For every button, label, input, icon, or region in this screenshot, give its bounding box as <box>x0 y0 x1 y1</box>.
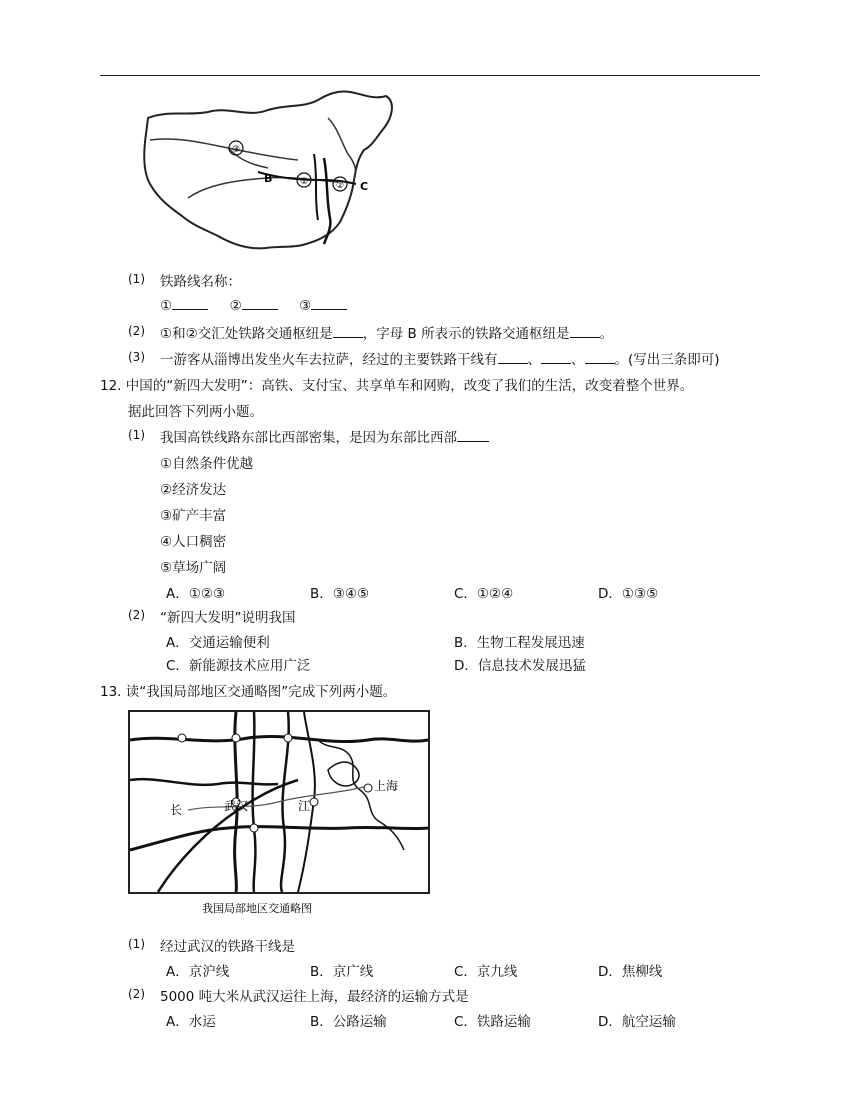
map2-label-wuhan: 武汉 <box>224 799 249 813</box>
q11-p1-text: 铁路线名称： <box>160 274 241 290</box>
q12-p1-blank[interactable] <box>457 428 489 442</box>
q12-p1-option-a[interactable]: A．①②③ <box>166 586 226 602</box>
q11-p3-t2: 。(写出三条即可) <box>614 352 720 368</box>
q12-p1-line <box>160 426 489 446</box>
q12-p1-num: (1) <box>128 428 145 442</box>
q11-p1-blanks <box>160 296 347 314</box>
q13-p2-num: (2) <box>128 987 145 1001</box>
q11-blank-c[interactable] <box>311 296 347 310</box>
q11-p3-t1: 一游客从淄博出发坐火车去拉萨，经过的主要铁路干线有 <box>160 352 498 368</box>
q12-item-5: ⑤草场广阔 <box>160 560 227 576</box>
q13-p2-option-b[interactable]: B．公路运输 <box>310 1014 387 1030</box>
q11-blank-a-label: ① <box>160 298 173 314</box>
q12-p2-num: (2) <box>128 608 145 622</box>
q11-p3-blank3[interactable] <box>585 350 615 364</box>
q13-p1-option-d[interactable]: D．焦柳线 <box>598 964 663 980</box>
q12-p1-option-c[interactable]: C．①②④ <box>454 586 514 602</box>
q11-p3-sep1: 、 <box>527 352 541 368</box>
map2-label-chang: 长 <box>170 803 183 817</box>
map1-label-c: C <box>360 180 369 193</box>
q12-line1: 12. 中国的“新四大发明”：高铁、支付宝、共享单车和网购，改变了我们的生活，改变着整个世界。 <box>100 378 694 394</box>
q12-p2-text: “新四大发明”说明我国 <box>160 610 296 626</box>
map2-label-shanghai: 上海 <box>374 779 399 793</box>
q12-p2-option-a[interactable]: A．交通运输便利 <box>166 635 270 651</box>
q11-p2-t3: 。 <box>599 326 614 342</box>
q11-p3-sep2: 、 <box>571 352 585 368</box>
map1-label-b: B <box>264 172 273 185</box>
q13-p2-option-c[interactable]: C．铁路运输 <box>454 1014 531 1030</box>
q11-p2-t2: ，字母 B 所表示的铁路交通枢纽是 <box>362 326 570 342</box>
q11-p3-blank1[interactable] <box>498 350 528 364</box>
q11-blank-a[interactable] <box>172 296 208 310</box>
q12-p1-option-d[interactable]: D．①③⑤ <box>598 586 659 602</box>
q11-blank-b[interactable] <box>242 296 278 310</box>
map1-label-2: ② <box>336 181 345 191</box>
q13-p1-num: (1) <box>128 937 145 951</box>
q11-p3-blank2[interactable] <box>541 350 571 364</box>
q12-item-3: ③矿产丰富 <box>160 508 227 524</box>
q13-p1-option-c[interactable]: C．京九线 <box>454 964 518 980</box>
q12-p1-text: 我国高铁线路东部比西部密集，是因为东部比西部 <box>160 430 457 446</box>
q11-p3-num: (3) <box>128 350 145 364</box>
q12-p1-option-b[interactable]: B．③④⑤ <box>310 586 370 602</box>
q13-p2-option-a[interactable]: A．水运 <box>166 1014 216 1030</box>
q11-blank-b-label: ② <box>229 298 242 314</box>
map1-label-3: ③ <box>232 145 241 155</box>
q11-p2-blank1[interactable] <box>333 324 363 338</box>
q11-p2-num: (2) <box>128 324 145 338</box>
q13-p1-option-a[interactable]: A．京沪线 <box>166 964 230 980</box>
q11-p3-line <box>160 348 720 368</box>
map2-label-jiang: 江 <box>298 799 311 813</box>
q11-p2-line <box>160 322 613 342</box>
map2-caption: 我国局部地区交通略图 <box>202 902 312 915</box>
q12-p2-option-b[interactable]: B．生物工程发展迅速 <box>454 635 585 651</box>
header-rule <box>100 75 760 76</box>
q12-item-1: ①自然条件优越 <box>160 456 254 472</box>
q13-line1: 13. 读“我国局部地区交通略图”完成下列两小题。 <box>100 684 397 700</box>
q12-p2-option-d[interactable]: D．信息技术发展迅猛 <box>454 658 586 674</box>
q12-item-2: ②经济发达 <box>160 482 227 498</box>
q11-blank-c-label: ③ <box>299 298 312 314</box>
q13-p2-text: 5000 吨大米从武汉运往上海，最经济的运输方式是 <box>160 989 469 1005</box>
transport-map <box>128 710 430 922</box>
map1-label-1: ① <box>300 177 309 187</box>
q11-p2-t1: ①和②交汇处铁路交通枢纽是 <box>160 326 333 342</box>
q12-line2: 据此回答下列两小题。 <box>128 404 263 420</box>
q12-p2-option-c[interactable]: C．新能源技术应用广泛 <box>166 658 311 674</box>
q11-p1-num: (1) <box>128 272 145 286</box>
q13-p2-option-d[interactable]: D．航空运输 <box>598 1014 676 1030</box>
q13-p1-option-b[interactable]: B．京广线 <box>310 964 374 980</box>
q13-p1-text: 经过武汉的铁路干线是 <box>160 939 295 955</box>
china-railway-map <box>128 88 398 260</box>
q12-item-4: ④人口稠密 <box>160 534 227 550</box>
q11-p2-blank2[interactable] <box>570 324 600 338</box>
